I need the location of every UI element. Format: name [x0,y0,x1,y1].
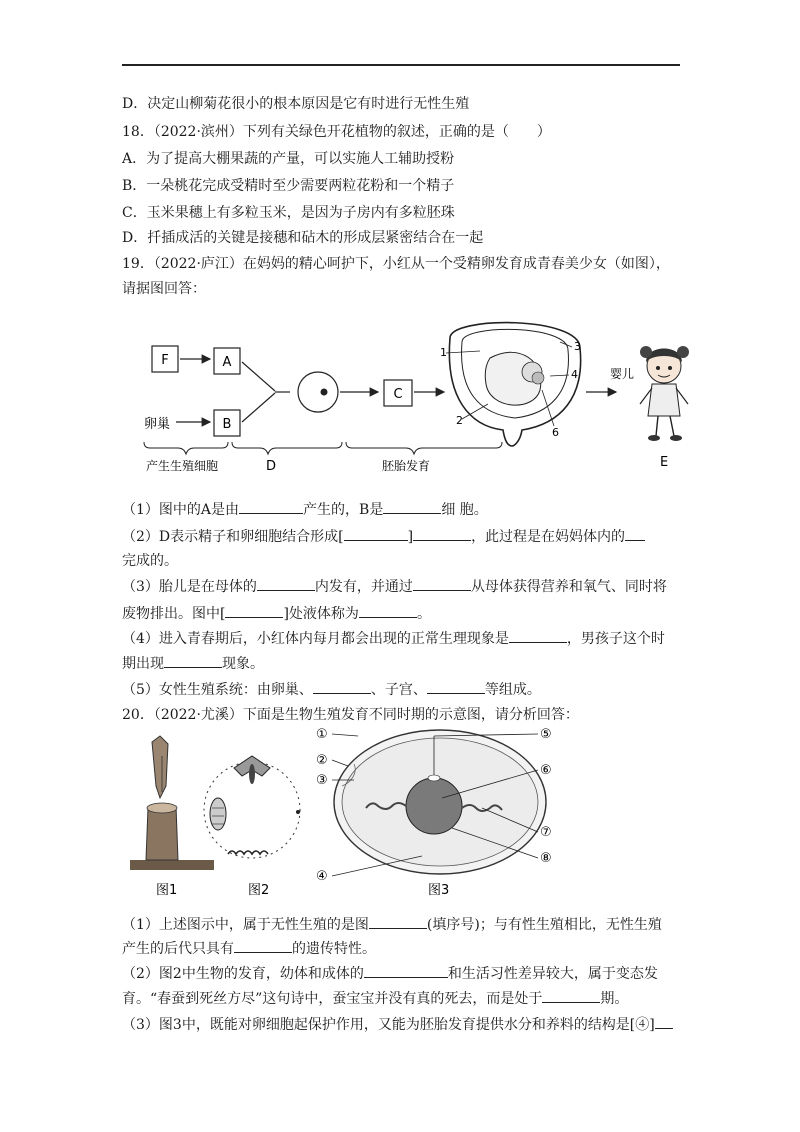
q19-sub5: （5）女性生殖系统：由卵巢、 、子宫、 等组成。 [122,679,541,700]
q19-sub4: （4）进入青春期后，小红体内每月都会出现的正常生理现象是 ，男孩子这个时 [122,628,665,649]
q18-option-a: A．为了提高大棚果蔬的产量，可以实施人工辅助授粉 [122,151,455,167]
q18-option-b: B．一朵桃花完成受精时至少需要两粒花粉和一个精子 [122,178,455,194]
circled-2: ② [316,753,328,768]
circled-6: ⑥ [540,763,552,778]
q20-stem: 20．（2022·尤溪）下面是生物生殖发育不同时期的示意图，请分析回答： [122,707,579,723]
circled-1: ① [316,727,328,742]
label-e: E [660,455,669,470]
label-c: C [393,387,403,402]
svg-text:3: 3 [574,340,581,353]
svg-text:2: 2 [456,414,463,427]
circled-8: ⑧ [540,851,552,866]
q20-sub1-cont: 产生的后代只具有 的遗传特性。 [122,938,376,959]
svg-text:1: 1 [440,346,447,359]
circled-3: ③ [316,773,328,788]
q19-sub3-cont: 废物排出。图中[ ]处液体称为 。 [122,603,431,624]
q19-sub2: （2）D表示精子和卵细胞结合形成[ ] ，此过程是在妈妈体内的 [122,526,645,547]
label-embryo: 胚胎发育 [382,459,431,473]
fig3-egg [334,730,546,874]
q20-sub2: （2）图2中生物的发育，幼体和成体的 和生活习性差异较大，属于变态发 [122,963,658,984]
fig1-grafting [130,736,214,870]
q19-sub1: （1）图中的A是由 产生的，B是 细 胞。 [122,499,488,520]
label-b: B [222,417,232,432]
q18-stem: 18．（2022·滨州）下列有关绿色开花植物的叙述，正确的是（ ） [122,124,551,140]
circled-4: ④ [316,869,328,884]
q20-sub1: （1）上述图示中，属于无性生殖的是图 (填序号)；与有性生殖相比，无性生殖 [122,914,662,935]
girl-illustration [640,346,689,441]
label-produce: 产生生殖细胞 [146,459,219,473]
q19-figure [140,318,700,478]
q19-stem-line1: 19．（2022·庐江）在妈妈的精心呵护下，小红从一个受精卵发育成青春美少女（如图）， [122,256,670,272]
label-f: F [161,353,169,368]
fig3-label: 图3 [428,883,450,898]
q20-sub3: （3）图3中，既能对卵细胞起保护作用，又能为胚胎发育提供水分和养料的结构是[④] [122,1014,673,1035]
q19-stem-line2: 请据图回答： [122,281,206,297]
svg-text:6: 6 [552,426,559,439]
zygote [298,372,338,412]
q18-option-c: C．玉米果穗上有多粒玉米，是因为子房内有多粒胚珠 [122,205,455,221]
header-rule [122,64,680,66]
label-baby: 婴儿 [610,367,635,381]
label-d: D [266,459,277,474]
q17-option-d: D．决定山柳菊花很小的根本原因是它有时进行无性生殖 [122,96,470,112]
label-ovary: 卵巢 [144,417,171,432]
circled-7: ⑦ [540,825,552,840]
svg-text:4: 4 [571,368,578,381]
fig1-label: 图1 [156,883,178,898]
fig2-silkworm [204,756,300,858]
q19-sub3: （3）胎儿是在母体的 内发有，并通过 从母体获得营养和氧气、同时将 [122,576,667,597]
circled-5: ⑤ [540,727,552,742]
label-a: A [222,355,232,370]
q20-figure [122,726,682,906]
q18-option-d: D．扦插成活的关键是接穗和砧木的形成层紧密结合在一起 [122,230,484,246]
fig2-label: 图2 [248,883,270,898]
q20-sub2-cont: 育。“春蚕到死丝方尽”这句诗中，蚕宝宝并没有真的死去，而是处于 期。 [122,988,628,1009]
q19-sub2-cont: 完成的。 [122,553,178,569]
q19-sub4-cont: 期出现 现象。 [122,653,264,674]
